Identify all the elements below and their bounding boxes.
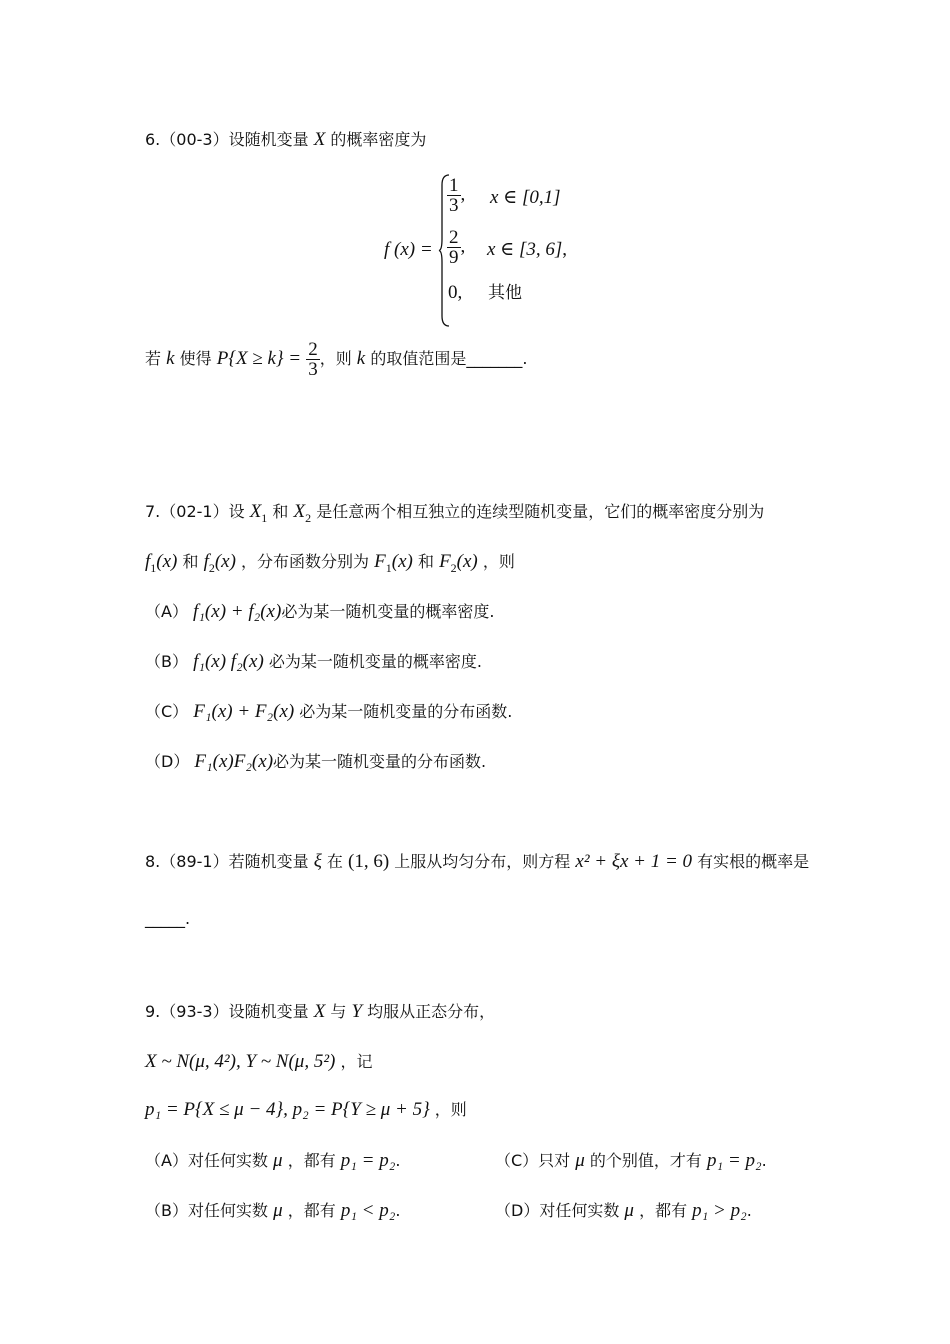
q9-distribution: X ~ N(μ, 4²), Y ~ N(μ, 5²) ，记 [145,1051,373,1072]
q6-question: 若 k 使得 P{X ≥ k} = $\frac{2}{3}$ ，则 k 的取值范围是_______. [145,339,528,380]
q9-option-d: （D）对任何实数 μ ，都有 p₁ > p₂. [495,1200,752,1221]
q7-option-d: （D） F₁(x)F₂(x)必为某一随机变量的分布函数. [145,751,487,772]
q7-stem: 7.（02-1）设 $X_1$ 和 $X_2$ 是任意两个相互独立的连续型随机变量，它们的概率密度分别为 [145,501,765,525]
q9-stem: 9.（93-3）设随机变量 X 与 Y 均服从正态分布， [145,1001,496,1022]
q7-option-a: （A） f₁(x) + f₂(x)必为某一随机变量的概率密度. [145,601,495,622]
q6-case3-cond: 其他 [488,283,522,303]
q7-option-c: （C） F₁(x) + F₂(x) 必为某一随机变量的分布函数. [145,701,513,722]
q6-case2-cond: x ∈ [3, 6], [487,239,568,260]
q9-probabilities: p₁ = P{X ≤ μ − 4}, p₂ = P{Y ≥ μ + 5} ，则 [145,1099,467,1120]
q6-case1: $\frac{1}{3}$ , [449,175,466,216]
q6-f-lhs: f (x) = [384,239,433,260]
q6-case1-cond: x ∈ [0,1] [490,187,561,208]
q6-case2: $\frac{2}{9}$ , [449,227,466,268]
q8-stem: 8.（89-1）若随机变量 ξ 在 (1, 6) 上服从均匀分布，则方程 x² + ξx + 1 = 0 有实根的概率是 [145,851,810,872]
fraction: $\frac{1}{3}$ [449,175,459,216]
q6-case3-val: 0, [448,282,463,303]
q8-blank: _____. [145,909,191,928]
q9-option-b: （B）对任何实数 μ ，都有 p₁ < p₂. [145,1200,401,1221]
q6-stem: 6.（00-3）设随机变量 X 的概率密度为 [145,129,427,150]
fraction: $\frac{2}{9}$ [449,227,459,268]
q9-option-a: （A）对任何实数 μ ，都有 p₁ = p₂. [145,1150,401,1171]
fraction: $\frac{2}{3}$ [308,339,318,380]
var-X: X [313,129,326,150]
q7-stem-2: $f_1(x)$ 和 $f_2(x)$ ，分布函数分别为 $F_1(x)$ 和 $F_2(x)$ ，则 [145,551,515,575]
q7-option-b: （B） f₁(x) f₂(x) 必为某一随机变量的概率密度. [145,651,482,672]
q9-option-c: （C）只对 μ 的个别值，才有 p₁ = p₂. [495,1150,767,1171]
